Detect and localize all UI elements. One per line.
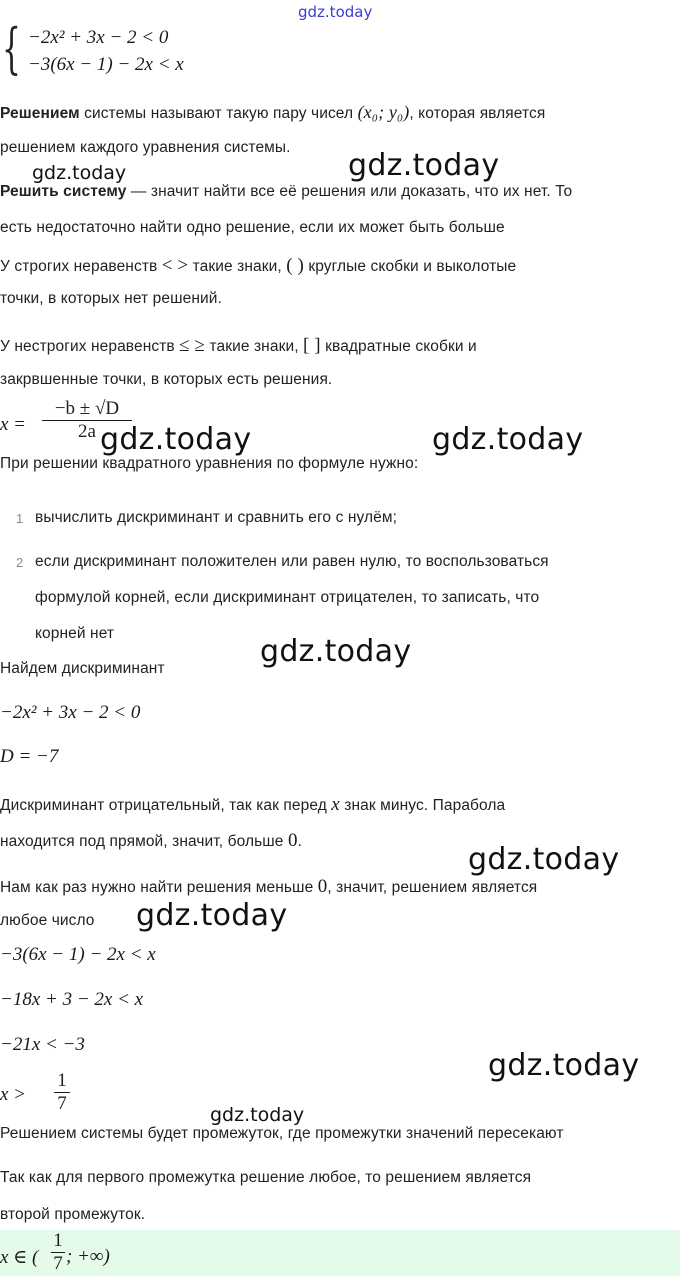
result-fraction [54, 1070, 70, 1115]
method-intro: При решении квадратного уравнения по формуле нужно: [0, 455, 419, 472]
solve-paragraph [0, 183, 572, 201]
zero-value: 0 [317, 876, 328, 897]
nonstrict-signs: ≤ ≥ [179, 335, 206, 356]
discriminant-explanation [0, 794, 505, 816]
solution-line2: любое число [0, 912, 95, 929]
discriminant-value: D = −7 [0, 746, 59, 767]
formula-lhs: x = [0, 414, 27, 435]
system-solution-text: Решением системы будет промежуток, где промежутки значений пересекают [0, 1125, 564, 1142]
result-denominator: 7 [57, 1093, 67, 1114]
strict-text: У строгих неравенств [0, 258, 162, 275]
nonstrict-text-end: квадратные скобки и [320, 338, 477, 355]
strict-text-end: круглые скобки и выколотые [303, 258, 517, 275]
round-brackets: ( ) [286, 255, 304, 276]
list-item-2-line1: если дискриминант положителен или равен нулю, то воспользоваться [35, 553, 549, 570]
inequality-2-step1: −18x + 3 − 2x < x [0, 989, 144, 1010]
nonstrict-text: У нестрогих неравенств [0, 338, 180, 355]
explanation-text: Дискриминант отрицательный, так как перед [0, 797, 332, 814]
answer-fraction [51, 1230, 65, 1276]
zero-value: 0 [287, 830, 298, 851]
system-eq1: −2x² + 3x − 2 < 0 [28, 27, 169, 48]
list-item-1: вычислить дискриминант и сравнить его с нулём; [35, 509, 398, 526]
definition-paragraph [0, 102, 545, 123]
inequality-2-step2: −21x < −3 [0, 1034, 85, 1055]
list-number: 2 [16, 555, 24, 570]
answer-denominator: 7 [53, 1253, 63, 1274]
nonstrict-text-mid: такие знаки, [205, 338, 304, 355]
formula-numerator: −b ± √D [54, 398, 120, 419]
watermark: gdz.today [432, 422, 584, 457]
conclusion-line2: второй промежуток. [0, 1206, 146, 1223]
explanation-text-end: знак минус. Парабола [339, 797, 506, 814]
explanation-line2-text: находится под прямой, значит, больше [0, 833, 288, 850]
strict-text-mid: такие знаки, [188, 258, 287, 275]
strict-line2: точки, в которых нет решений. [0, 290, 222, 307]
explanation-line2-end: . [297, 833, 302, 850]
square-brackets: [ ] [303, 335, 321, 356]
list-item-2-line3: корней нет [35, 625, 115, 642]
answer-lhs: x ∈ ( [0, 1247, 39, 1268]
solve-text: — значит найти все её решения или доказать, что их нет. То [126, 183, 573, 200]
definition-text-end: , которая является [409, 105, 546, 122]
inequality-2-result-lhs: x > [0, 1084, 27, 1105]
conclusion-line1: Так как для первого промежутка решение любое, то решением является [0, 1169, 532, 1186]
solve-term: Решить систему [0, 183, 127, 200]
watermark: gdz.today [32, 162, 127, 184]
result-numerator: 1 [57, 1070, 67, 1091]
definition-term: Решением [0, 105, 80, 122]
list-item-2-line2: формулой корней, если дискриминант отрицателен, то записать, что [35, 589, 540, 606]
find-discriminant: Найдем дискриминант [0, 660, 165, 677]
strict-inequalities-text [0, 255, 516, 277]
inequality-1: −2x² + 3x − 2 < 0 [0, 702, 141, 723]
watermark: gdz.today [136, 898, 288, 933]
watermark: gdz.today [488, 1048, 640, 1083]
solution-text: Нам как раз нужно найти решения меньше [0, 879, 318, 896]
system-eq2: −3(6x − 1) − 2x < x [28, 54, 184, 75]
nonstrict-inequalities-text [0, 335, 477, 357]
watermark-top: gdz.today [298, 3, 373, 21]
system-brace: { [2, 17, 21, 80]
watermark: gdz.today [348, 148, 500, 183]
formula-denominator: 2a [78, 421, 96, 442]
watermark: gdz.today [100, 422, 252, 457]
watermark: gdz.today [210, 1104, 305, 1126]
nonstrict-line2: закрвшенные точки, в которых есть решения. [0, 371, 333, 388]
watermark: gdz.today [468, 842, 620, 877]
solution-less-zero [0, 876, 537, 898]
variable-x: x [331, 794, 340, 815]
discriminant-explanation-line2 [0, 830, 302, 852]
inequality-2: −3(6x − 1) − 2x < x [0, 944, 156, 965]
definition-text: системы называют такую пару чисел [79, 105, 358, 122]
list-number: 1 [16, 511, 24, 526]
definition-line2: решением каждого уравнения системы. [0, 139, 291, 156]
solution-text-end: , значит, решением является [327, 879, 538, 896]
pair-notation: (x₀; y₀) [357, 102, 410, 122]
strict-signs: < > [161, 255, 189, 276]
solve-line2: есть недостаточно найти одно решение, если их может быть больше [0, 219, 505, 236]
answer-rhs: ; +∞) [66, 1246, 110, 1267]
watermark: gdz.today [260, 634, 412, 669]
answer-numerator: 1 [53, 1230, 63, 1251]
